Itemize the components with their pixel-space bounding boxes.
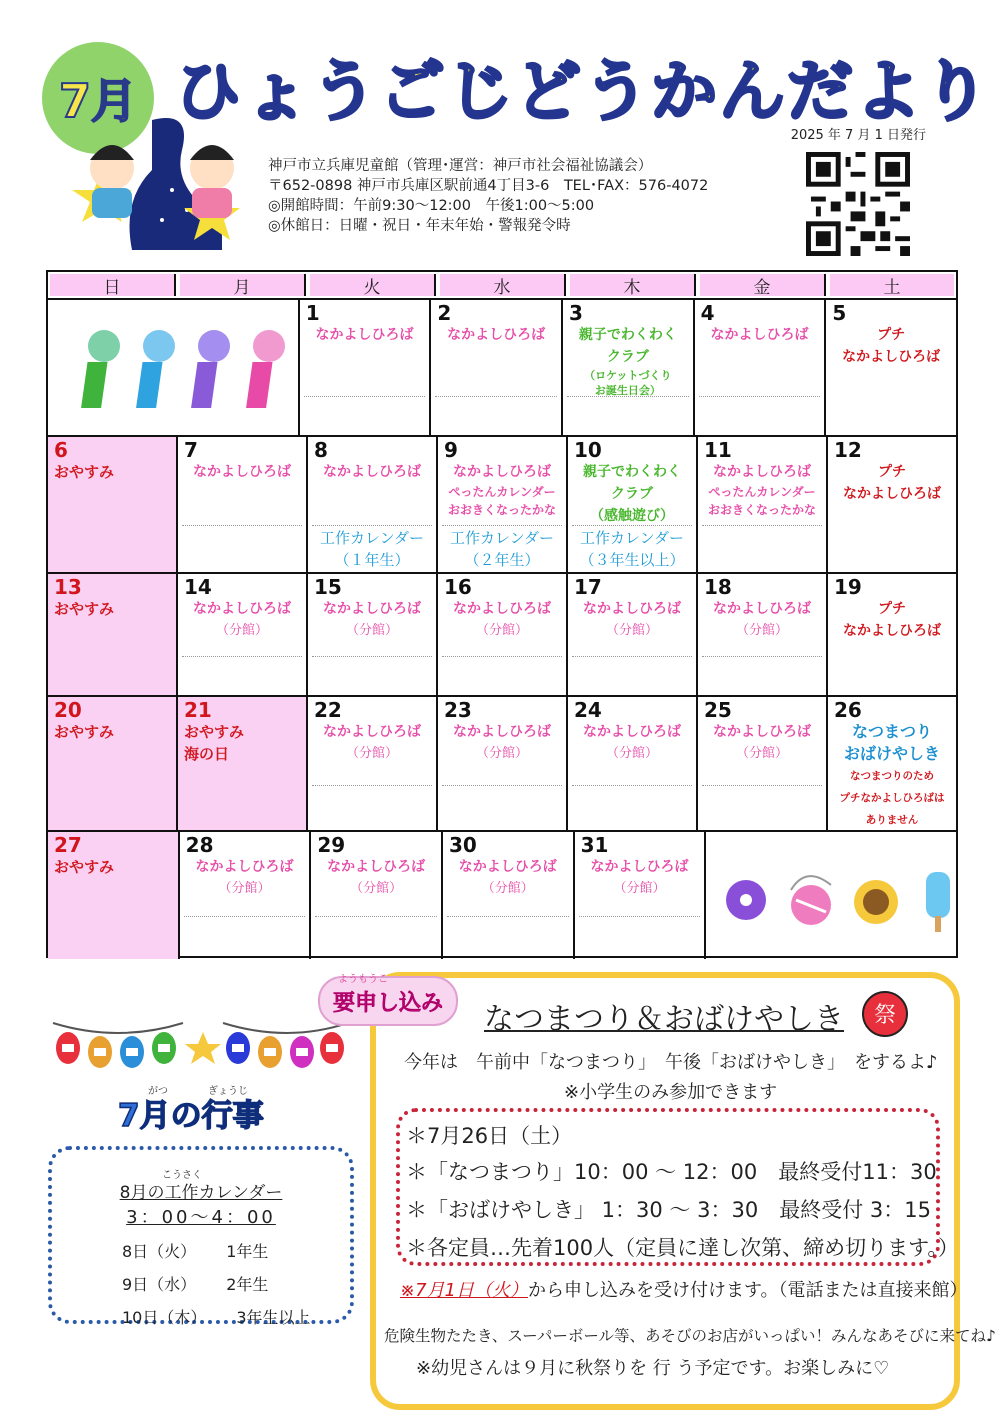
ruby-text: ようもうこ xyxy=(338,974,388,985)
popsicle-icon xyxy=(926,872,950,932)
divider xyxy=(572,785,692,786)
issue-date: 2025 年 7 月 1 日発行 xyxy=(790,128,926,143)
event-label: なかよしひろば xyxy=(327,859,426,875)
divider xyxy=(312,785,432,786)
event-note: （分館） xyxy=(605,746,658,761)
festival-natsumatsuri-time: ＊「なつまつり」10：00 ～ 12：00 最終受付11：30 xyxy=(406,1160,937,1184)
day-number: 13 xyxy=(54,575,82,599)
divider xyxy=(312,525,432,526)
event-note: （ロケットづくり xyxy=(584,369,672,382)
festival-intro: 今年は 午前中「なつまつり」 午後「おばけやしき」 をするよ♪ xyxy=(404,1052,938,1073)
event-label: なかよしひろば xyxy=(583,724,681,740)
divider xyxy=(304,396,426,397)
event-note: （分館） xyxy=(215,623,268,638)
day-cell[interactable] xyxy=(826,300,956,435)
festival-capacity: ＊各定員…先着100人（定員に達し次第、締め切ります。） xyxy=(406,1236,959,1260)
weekday-mon: 月 xyxy=(180,274,306,296)
center-info xyxy=(268,156,708,236)
schedule-row xyxy=(70,1239,332,1262)
divider xyxy=(182,525,302,526)
closed-label: おやすみ xyxy=(54,600,115,618)
event-label: なかよしひろば xyxy=(193,601,291,617)
event-label: 工作カレンダー xyxy=(579,529,685,547)
day-cell[interactable] xyxy=(695,300,827,435)
event-label: なかよしひろば xyxy=(583,601,681,617)
divider xyxy=(702,525,822,526)
event-label: 工作カレンダー xyxy=(319,529,425,547)
day-cell[interactable] xyxy=(438,437,568,572)
weekday-sat: 土 xyxy=(830,274,954,296)
event-note: （分館） xyxy=(735,623,788,638)
furin-icon xyxy=(64,316,300,426)
day-cell[interactable] xyxy=(48,697,178,830)
divider xyxy=(442,525,562,526)
divider xyxy=(579,916,701,917)
info-line: ◎休館日：日曜・祝日・年末年始・警報発令時 xyxy=(268,218,571,234)
day-cell[interactable] xyxy=(308,574,438,695)
day-cell[interactable] xyxy=(828,437,956,572)
calendar xyxy=(46,270,958,958)
event-note: なつまつりのため xyxy=(850,770,934,782)
day-number: 17 xyxy=(574,575,602,599)
event-note: （分館） xyxy=(218,881,271,896)
weekday-tue: 火 xyxy=(310,274,436,296)
event-label: なかよしひろば xyxy=(453,601,551,617)
day-cell[interactable] xyxy=(698,574,828,695)
day-number: 19 xyxy=(834,575,862,599)
divider xyxy=(567,396,689,397)
qr-code[interactable] xyxy=(806,152,910,256)
event-label: なかよしひろば xyxy=(843,486,941,502)
month-label: 7月 xyxy=(58,74,137,128)
divider xyxy=(572,525,692,526)
divider xyxy=(435,396,557,397)
closed-label: おやすみ xyxy=(54,463,115,481)
festival-date: ＊7月26日（土） xyxy=(406,1124,573,1148)
day-number: 31 xyxy=(580,833,609,857)
event-label: プチ xyxy=(878,464,906,480)
day-cell[interactable] xyxy=(180,832,312,959)
festival-title: なつまつり＆おばけやしき xyxy=(484,1002,844,1037)
event-note: （分館） xyxy=(350,881,403,896)
schedule-grade: 2年生 xyxy=(226,1275,269,1294)
info-line: ◎開館時間：午前9:30～12:00 午後1:00～5:00 xyxy=(268,198,595,214)
event-note: （分館） xyxy=(735,746,788,761)
fan-label: 祭 xyxy=(873,1003,897,1028)
schedule-date: 10日（木） xyxy=(122,1308,207,1327)
lantern-icon xyxy=(258,1036,282,1068)
event-label: 工作カレンダー xyxy=(449,529,555,547)
event-note: （分館） xyxy=(613,881,666,896)
closed-label: おやすみ xyxy=(54,723,115,741)
divider xyxy=(315,916,437,917)
info-line: 〒652-0898 神戸市兵庫区駅前通4丁目3-6 TEL･FAX：576-4072 xyxy=(268,178,709,194)
event-label: なかよしひろば xyxy=(842,349,941,365)
event-label: クラブ xyxy=(611,486,653,502)
event-note: おおきくなったかな xyxy=(707,503,816,517)
day-cell[interactable] xyxy=(828,697,956,830)
kids-notice: ※幼児さんは９月に秋祭りを 行 う予定です。お楽しみに♡ xyxy=(416,1358,890,1379)
day-cell[interactable] xyxy=(311,832,443,959)
event-label: なかよしひろば xyxy=(713,464,811,480)
day-number: 27 xyxy=(54,833,82,857)
divider xyxy=(572,656,692,657)
lantern-icon xyxy=(120,1036,144,1068)
day-cell[interactable] xyxy=(443,832,575,959)
event-note: お誕生日会） xyxy=(594,384,661,397)
day-cell[interactable] xyxy=(48,437,178,572)
event-label: なかよしひろば xyxy=(323,601,421,617)
summer-illustration xyxy=(706,832,956,959)
event-note: （２年生） xyxy=(464,551,540,569)
lantern-icon xyxy=(226,1032,250,1064)
weekday-fri: 金 xyxy=(700,274,826,296)
event-label: なかよしひろば xyxy=(713,601,811,617)
event-note: ぺったんカレンダー xyxy=(708,485,816,499)
ruby-text: がつ xyxy=(148,1086,168,1097)
day-cell[interactable] xyxy=(438,574,568,695)
event-label: 親子でわくわく xyxy=(583,464,681,480)
event-label: なかよしひろば xyxy=(458,859,557,875)
day-cell[interactable] xyxy=(48,574,178,695)
day-number: 2 xyxy=(437,301,452,325)
lantern-garland xyxy=(48,1018,348,1078)
day-number: 30 xyxy=(448,833,477,857)
day-cell[interactable] xyxy=(300,300,432,435)
day-cell[interactable] xyxy=(563,300,695,435)
calendar-header xyxy=(48,272,956,300)
event-label: なかよしひろば xyxy=(590,859,689,875)
event-note: ぺったんカレンダー xyxy=(448,485,556,499)
day-cell[interactable] xyxy=(568,697,698,830)
schedule-row xyxy=(70,1305,332,1328)
event-label: 親子でわくわく xyxy=(578,327,677,343)
event-note: （感触遊び） xyxy=(590,508,674,524)
day-number: 18 xyxy=(704,575,732,599)
wind-chimes-illustration xyxy=(48,300,300,435)
divider xyxy=(442,785,562,786)
schedule-date: 9日（水） xyxy=(122,1275,197,1294)
fan-icon xyxy=(858,990,912,1044)
day-number: 23 xyxy=(444,698,472,722)
day-cell[interactable] xyxy=(178,574,308,695)
day-cell[interactable] xyxy=(575,832,707,959)
day-number: 24 xyxy=(574,698,602,722)
lantern-icon xyxy=(88,1036,112,1068)
event-label: なかよしひろば xyxy=(843,623,941,639)
yoyo-balloon-icon xyxy=(791,876,831,925)
day-number: 11 xyxy=(704,438,732,462)
apply-start-date: ※7月1日（火） xyxy=(400,1280,528,1301)
closed-label: おやすみ xyxy=(184,723,245,741)
day-number: 22 xyxy=(314,698,342,722)
day-cell[interactable] xyxy=(431,300,563,435)
weekday-wed: 水 xyxy=(440,274,566,296)
day-number: 28 xyxy=(185,833,214,857)
day-cell[interactable] xyxy=(438,697,568,830)
festival-obake-time: ＊「おばけやしき」 1：30 ～ 3：30 最終受付 3：15 xyxy=(406,1198,931,1222)
day-cell[interactable] xyxy=(698,697,828,830)
event-label: おばけやしき xyxy=(843,744,940,763)
event-note: （分館） xyxy=(345,746,398,761)
event-label: なかよしひろば xyxy=(453,464,551,480)
schedule-date: 8日（火） xyxy=(122,1242,197,1261)
day-number: 1 xyxy=(305,301,320,325)
event-note: ありません xyxy=(865,814,919,826)
event-label: なかよしひろば xyxy=(193,464,291,480)
day-cell[interactable] xyxy=(178,697,308,830)
day-cell[interactable] xyxy=(308,697,438,830)
event-note: （分館） xyxy=(345,623,398,638)
event-note: （１年生） xyxy=(334,551,410,569)
schedule-row xyxy=(70,1272,332,1295)
day-number: 20 xyxy=(54,698,82,722)
divider xyxy=(184,916,306,917)
event-label: なつまつり xyxy=(851,722,932,741)
day-number: 29 xyxy=(317,833,346,857)
event-label: クラブ xyxy=(606,349,649,365)
apply-required-badge: 要申し込み xyxy=(318,976,458,1026)
ruby-text: ぎょうじ xyxy=(208,1086,248,1097)
closed-label: おやすみ xyxy=(54,858,115,876)
day-number: 10 xyxy=(574,438,602,462)
info-line: 神戸市立兵庫児童館（管理･運営：神戸市社会福祉協議会） xyxy=(268,158,653,174)
day-number: 14 xyxy=(184,575,212,599)
day-cell[interactable] xyxy=(48,832,180,959)
event-label: なかよしひろば xyxy=(195,859,294,875)
lantern-icon xyxy=(152,1032,176,1064)
divider xyxy=(702,656,822,657)
divider xyxy=(699,396,821,397)
event-label: プチ xyxy=(877,327,906,343)
lantern-icon xyxy=(56,1032,80,1064)
event-note: （分館） xyxy=(481,881,534,896)
event-note: （分館） xyxy=(605,623,658,638)
day-number: 26 xyxy=(834,698,862,722)
sunflower-icon xyxy=(854,880,898,924)
weekday-sun: 日 xyxy=(50,274,176,296)
divider xyxy=(442,656,562,657)
day-cell[interactable] xyxy=(178,437,308,572)
day-number: 6 xyxy=(54,438,68,462)
day-number: 4 xyxy=(700,301,715,325)
holiday-label: 海の日 xyxy=(184,745,230,763)
lantern-icon xyxy=(320,1032,344,1064)
craft-calendar-box xyxy=(48,1146,354,1327)
tanabata-illustration xyxy=(72,110,242,250)
event-note: （３年生以上） xyxy=(579,551,685,569)
apply-notice xyxy=(400,1276,968,1302)
weekday-thu: 木 xyxy=(570,274,696,296)
event-note: （分館） xyxy=(475,623,528,638)
schedule-grade: 1年生 xyxy=(226,1242,269,1261)
craft-box-title: 8月の工作カレンダー xyxy=(119,1183,283,1203)
day-cell[interactable] xyxy=(568,437,698,572)
day-number: 12 xyxy=(834,438,862,462)
day-number: 3 xyxy=(569,301,583,325)
divider xyxy=(447,916,569,917)
day-cell[interactable] xyxy=(828,574,956,695)
ruby-text: こうさく xyxy=(162,1170,202,1181)
day-cell[interactable] xyxy=(568,574,698,695)
event-note: （分館） xyxy=(475,746,528,761)
event-label: なかよしひろば xyxy=(713,724,811,740)
event-label: なかよしひろば xyxy=(323,724,421,740)
day-number: 21 xyxy=(184,698,212,722)
craft-box-time: 3：00～4：00 xyxy=(126,1207,276,1228)
day-cell[interactable] xyxy=(308,437,438,572)
day-number: 5 xyxy=(832,301,847,325)
day-cell[interactable] xyxy=(698,437,828,572)
day-number: 9 xyxy=(444,438,458,462)
divider xyxy=(702,785,822,786)
day-number: 25 xyxy=(704,698,732,722)
event-label: プチ xyxy=(878,601,906,617)
festival-eligibility: ※小学生のみ参加できます xyxy=(564,1082,778,1103)
events-title: 7月の行事 xyxy=(118,1098,264,1134)
divider xyxy=(182,656,302,657)
day-number: 7 xyxy=(184,438,198,462)
day-number: 8 xyxy=(314,438,328,462)
apply-method: から申し込みを受け付けます。（電話または直接来館） xyxy=(528,1280,968,1301)
festival-description: 危険生物たたき、スーパーボール等、あそびのお店がいっぱい！みんなあそびに来てね♪ xyxy=(384,1327,996,1345)
divider xyxy=(312,656,432,657)
event-note: プチなかよしひろばは xyxy=(839,792,945,804)
lantern-icon xyxy=(290,1036,314,1068)
day-number: 15 xyxy=(314,575,342,599)
event-label: なかよしひろば xyxy=(447,327,546,343)
schedule-grade: 3年生以上 xyxy=(236,1308,311,1327)
morning-glory-icon xyxy=(726,880,766,920)
summer-icons xyxy=(716,860,956,940)
event-note: おおきくなったかな xyxy=(447,503,556,517)
event-label: なかよしひろば xyxy=(315,327,414,343)
event-label: なかよしひろば xyxy=(710,327,809,343)
event-label: なかよしひろば xyxy=(323,464,421,480)
day-number: 16 xyxy=(444,575,472,599)
page-title: ひょうごじどうかんだより xyxy=(175,53,991,130)
star-icon xyxy=(185,1032,221,1064)
event-label: なかよしひろば xyxy=(453,724,551,740)
